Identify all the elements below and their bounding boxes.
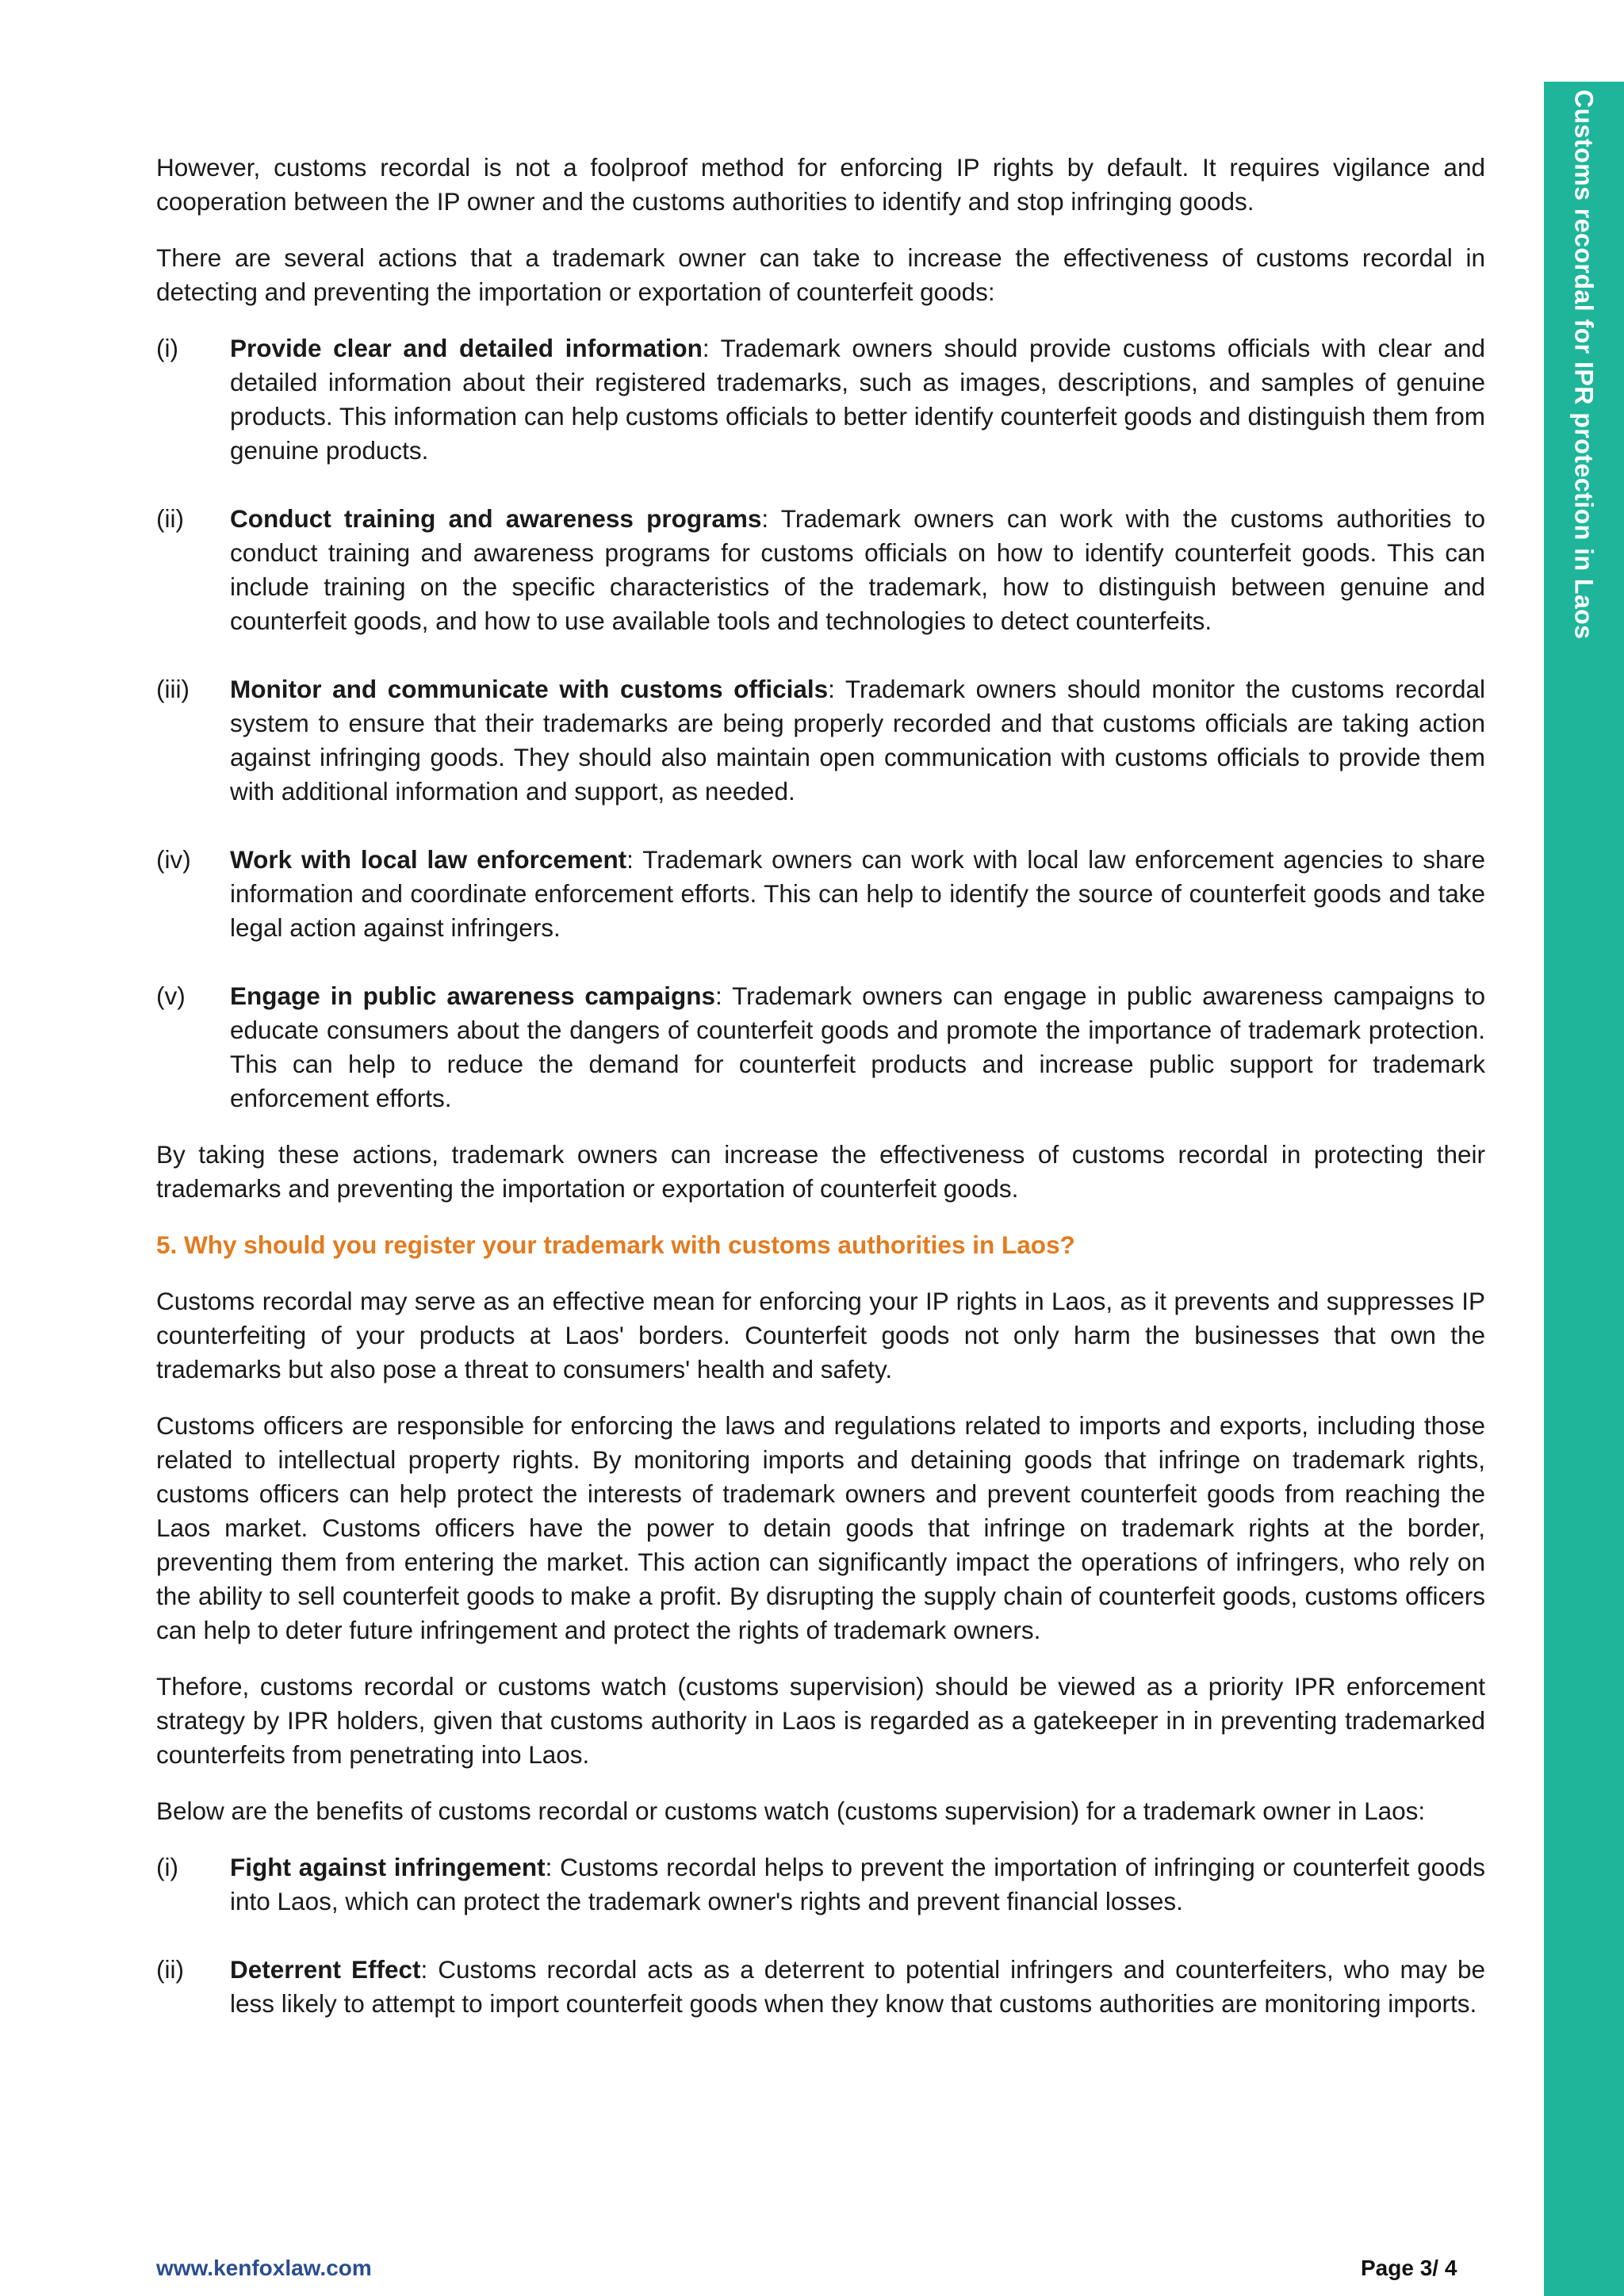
list-item-title: Engage in public awareness campaigns <box>230 982 715 1010</box>
section-paragraph-3: Thefore, customs recordal or customs watch (customs supervision) should be viewed as a priority IPR enforcement strategy by IPR holders, given that customs authority in Laos is regarded as a gatekeeper in in preventing trademarked counterfeits from penetrating into Laos. <box>156 1672 1485 1769</box>
section-paragraph-4: Below are the benefits of customs recordal or customs watch (customs supervision) for a trademark owner in Laos: <box>156 1797 1426 1825</box>
list-item <box>156 1850 1485 1919</box>
footer-website-link[interactable]: www.kenfoxlaw.com <box>156 2256 372 2280</box>
intro-paragraph-2: There are several actions that a trademark owner can take to increase the effectiveness of customs recordal in detecting and preventing the importation or exportation of counterfeit goods: <box>156 243 1485 306</box>
list-item-text: : Trademark owners can engage in public awareness campaigns to educate consumers about the dangers of counterfeit goods and promote the importance of trademark protection. This can help to reduce the demand for counterfeit products and increase public support for trademark enforcement efforts. <box>230 982 1486 1112</box>
document-body <box>156 151 1485 2043</box>
section-paragraph-1: Customs recordal may serve as an effective mean for enforcing your IP rights in Laos, as it prevents and suppresses IP counterfeiting of your products at Laos' borders. Counterfeit goods not only harm the businesses that own the trademarks but also pose a threat to consumers' health and safety. <box>156 1287 1485 1383</box>
list-item <box>156 672 1485 809</box>
sidebar-title: Customs recordal for IPR protection in Laos <box>1569 90 1599 640</box>
intro-paragraph-1: However, customs recordal is not a foolproof method for enforcing IP rights by default. It requires vigilance and cooperation between the IP owner and the customs authorities to identify and stop infringing goods. <box>156 153 1485 216</box>
list-item-title: Provide clear and detailed information <box>230 334 703 362</box>
list-item-title: Work with local law enforcement <box>230 845 627 874</box>
list-item-number: (iv) <box>156 845 191 874</box>
list-item-number: (v) <box>156 982 186 1010</box>
list-item <box>156 1953 1485 2021</box>
list-item-title: Monitor and communicate with customs officials <box>230 675 829 703</box>
list-item-number: (ii) <box>156 1955 184 1984</box>
list-item-text: : Trademark owners should provide customs officials with clear and detailed information about their registered trademarks, such as images, descriptions, and samples of genuine products. This information can help customs officials to better identify counterfeit goods and distinguish them from genuine products. <box>230 334 1485 465</box>
list-item <box>156 331 1485 468</box>
page-number: Page 3/ 4 <box>1361 2256 1457 2280</box>
list-item-text: : Trademark owners can work with the customs authorities to conduct training and awareness programs for customs officials on how to identify counterfeit goods. This can include training on the specific characteristics of the trademark, how to distinguish between genuine and counterfeit goods, and how to use available tools and technologies to detect counterfeits. <box>230 504 1485 635</box>
list-item-title: Fight against infringement <box>230 1853 546 1881</box>
list-item-number: (i) <box>156 1853 178 1881</box>
list-item <box>156 502 1485 638</box>
section-heading: 5. Why should you register your trademark with customs authorities in Laos? <box>156 1230 1075 1259</box>
list-item-number: (ii) <box>156 504 184 533</box>
list-item-title: Conduct training and awareness programs <box>230 504 762 533</box>
list-item-text: : Customs recordal helps to prevent the importation of infringing or counterfeit goods into Laos, which can protect the trademark owner's rights and prevent financial losses. <box>230 1853 1485 1915</box>
benefits-list <box>156 1850 1485 2021</box>
list-item-text: : Trademark owners can work with local law enforcement agencies to share information and coordinate enforcement efforts. This can help to identify the source of counterfeit goods and take legal action against infringers. <box>230 845 1485 942</box>
list-item-text: : Trademark owners should monitor the customs recordal system to ensure that their trademarks are being properly recorded and that customs officials are taking action against infringing goods. They should also maintain open communication with customs officials to provide them with additional information and support, as needed. <box>230 675 1485 806</box>
conclusion-paragraph: By taking these actions, trademark owners can increase the effectiveness of customs recordal in protecting their trademarks and preventing the importation or exportation of counterfeit goods. <box>156 1140 1485 1203</box>
list-item <box>156 979 1485 1115</box>
list-item-number: (i) <box>156 334 178 362</box>
section-paragraph-2: Customs officers are responsible for enforcing the laws and regulations related to imports and exports, including those related to intellectual property rights. By monitoring imports and detaining goods that infringe on trademark rights, customs officers can help protect the interests of trademark owners and prevent counterfeit goods from reaching the Laos market. Customs officers have the power to detain goods that infringe on trademark rights at the border, preventing them from entering the market. This action can significantly impact the operations of infringers, who rely on the ability to sell counterfeit goods to make a profit. By disrupting the supply chain of counterfeit goods, customs officers can help to deter future infringement and protect the rights of trademark owners. <box>156 1411 1485 1644</box>
list-item-title: Deterrent Effect <box>230 1955 421 1984</box>
list-item-text: : Customs recordal acts as a deterrent to potential infringers and counterfeiters, who may be less likely to attempt to import counterfeit goods when they know that customs authorities are monitoring imports. <box>230 1955 1485 2018</box>
list-item <box>156 843 1485 945</box>
list-item-number: (iii) <box>156 675 190 703</box>
actions-list <box>156 331 1485 1115</box>
